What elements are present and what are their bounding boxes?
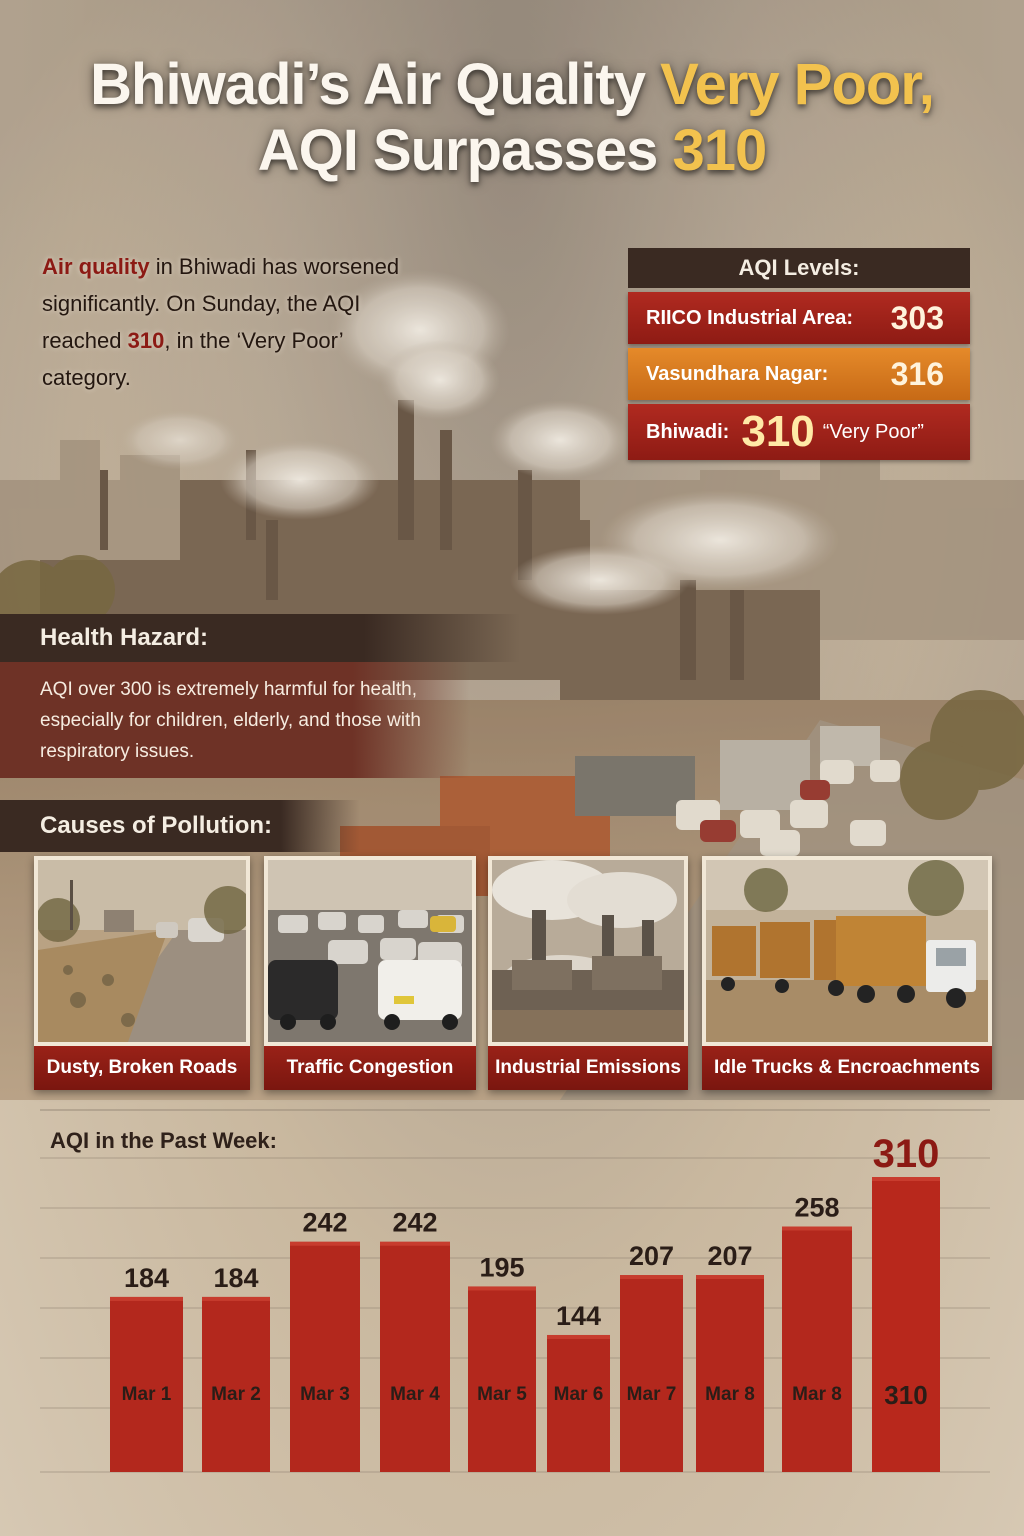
chart-tick-label: Mar 7 <box>626 1384 677 1405</box>
chart-data-label: 184 <box>123 1262 170 1293</box>
traffic-photo <box>268 860 472 1042</box>
trucks-photo <box>706 860 988 1042</box>
aqi-level-vasundhara <box>628 348 970 400</box>
chart-data-label: 184 <box>213 1262 259 1293</box>
chart-bar-highlight <box>782 1227 852 1231</box>
chart-tick-label: Mar 2 <box>211 1384 261 1405</box>
cause-card-industrial <box>488 856 688 1090</box>
chart-data-label: 310 <box>872 1132 940 1177</box>
cause-card-dusty-roads <box>34 856 250 1090</box>
aqi-level-label: Bhiwadi: <box>646 420 730 443</box>
chart-bar <box>290 1242 360 1472</box>
health-hazard-heading: Health Hazard: <box>0 614 520 662</box>
intro-text: in Bhiwadi has worsened significantly. On Sunday, the AQI reached <box>42 254 400 353</box>
aqi-level-value: 316 <box>890 355 944 392</box>
chart-title: AQI in the Past Week: <box>50 1128 277 1153</box>
chart-bar-highlight <box>872 1177 940 1181</box>
aqi-level-value: 303 <box>890 299 944 336</box>
chart-tick-label: 310 <box>884 1380 928 1410</box>
chart-tick-label: Mar 8 <box>792 1384 842 1405</box>
cause-label: Industrial Emissions <box>488 1046 688 1090</box>
chart-data-label: 242 <box>392 1207 438 1238</box>
aqi-level-label: Vasundhara Nagar: <box>646 362 829 385</box>
intro-aqi-value: 310 <box>127 328 165 353</box>
chart-data-label: 207 <box>628 1241 675 1272</box>
chart-bar <box>620 1275 683 1472</box>
aqi-level-riico <box>628 292 970 344</box>
cause-label: Dusty, Broken Roads <box>34 1046 250 1090</box>
chart-tick-label: Mar 1 <box>121 1384 172 1405</box>
chart-tick-label: Mar 5 <box>477 1384 527 1405</box>
chart-bar-highlight <box>380 1242 450 1246</box>
chart-tick-label: Mar 8 <box>705 1384 755 1405</box>
factory-photo <box>492 860 684 1042</box>
chart-bar-highlight <box>468 1286 536 1290</box>
aqi-level-label: RIICO Industrial Area: <box>646 306 854 329</box>
chart-bar-highlight <box>110 1297 183 1301</box>
chart-bar-highlight <box>547 1335 610 1339</box>
cause-card-traffic <box>264 856 476 1090</box>
intro-air-quality: Air quality <box>42 254 150 279</box>
aqi-level-value: 310 <box>741 407 815 456</box>
chart-data-label: 195 <box>479 1252 525 1283</box>
health-hazard-text: AQI over 300 is extremely harmful for health, especially for children, elderly, and those with respiratory issues. <box>0 662 470 778</box>
chart-bar <box>872 1177 940 1472</box>
chart-bar <box>380 1242 450 1472</box>
chart-bar-highlight <box>620 1275 683 1279</box>
aqi-levels-heading: AQI Levels: <box>628 248 970 288</box>
chart-bar <box>782 1227 852 1472</box>
page-title <box>0 52 1024 184</box>
title-highlight-very-poor: Very Poor, <box>660 52 934 117</box>
aqi-bar-chart-svg <box>0 1100 1024 1536</box>
chart-data-label: 207 <box>707 1241 753 1272</box>
causes-heading: Causes of Pollution: <box>0 800 360 852</box>
aqi-level-category: “Very Poor” <box>822 420 924 443</box>
cause-label: Idle Trucks & Encroachments <box>702 1046 992 1090</box>
aqi-level-bhiwadi <box>628 404 970 460</box>
title-line2: AQI Surpasses <box>257 118 658 183</box>
chart-bar-highlight <box>290 1242 360 1246</box>
intro-category: , in the ‘Very Poor’ category. <box>42 328 343 390</box>
chart-bar-highlight <box>696 1275 764 1279</box>
chart-data-label: 144 <box>555 1300 602 1331</box>
dusty-road-photo <box>38 860 246 1042</box>
cause-label: Traffic Congestion <box>264 1046 476 1090</box>
chart-bar <box>696 1275 764 1472</box>
chart-data-label: 242 <box>302 1207 348 1238</box>
title-line1: Bhiwadi’s Air Quality <box>90 52 645 117</box>
chart-tick-label: Mar 6 <box>553 1384 604 1405</box>
title-highlight-310: 310 <box>672 118 767 183</box>
cause-card-trucks <box>702 856 992 1090</box>
chart-bar <box>468 1286 536 1472</box>
aqi-weekly-chart <box>0 1100 1024 1536</box>
chart-tick-label: Mar 3 <box>300 1384 350 1405</box>
chart-bar-highlight <box>202 1297 270 1301</box>
aqi-levels-panel <box>628 248 970 460</box>
chart-tick-label: Mar 4 <box>390 1384 440 1405</box>
chart-data-label: 258 <box>794 1192 840 1223</box>
intro-paragraph <box>42 248 422 396</box>
